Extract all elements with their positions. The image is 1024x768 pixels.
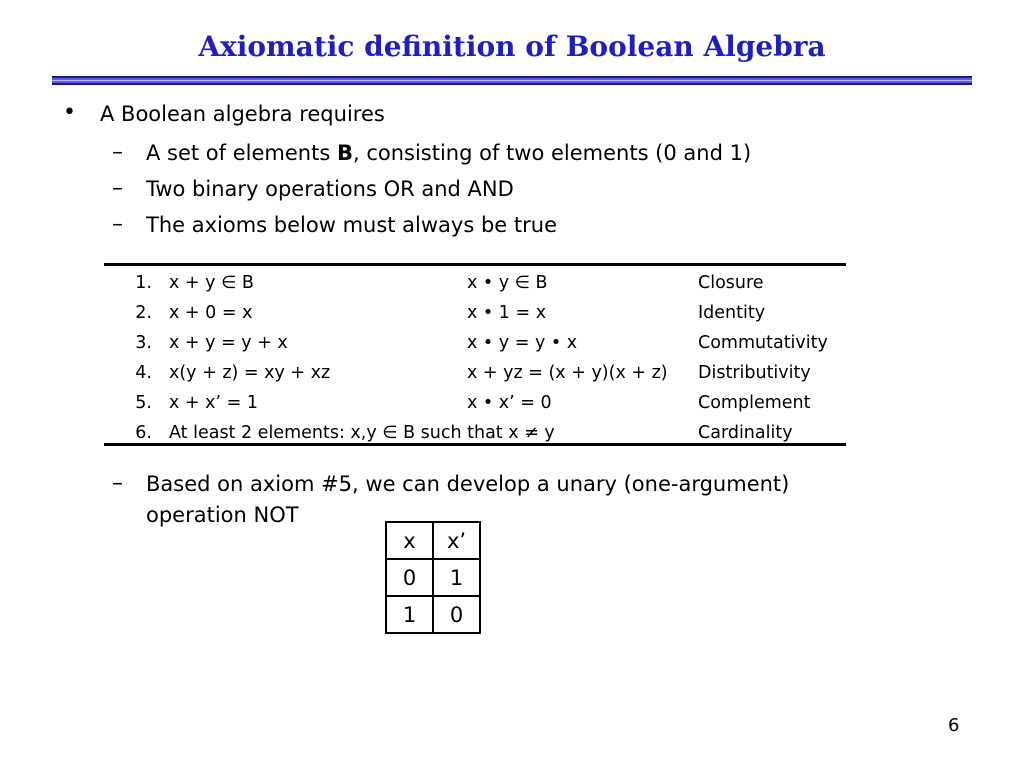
axiom-table-top-rule — [104, 263, 846, 266]
truth-table-row — [386, 559, 480, 596]
axiom-table-bottom-rule — [104, 443, 846, 446]
bullet-main: A Boolean algebra requires — [100, 102, 385, 126]
axiom-name: Closure — [698, 273, 764, 293]
axiom-row — [0, 363, 1024, 393]
page-number: 6 — [948, 715, 960, 736]
table-cell: 0 — [433, 596, 480, 633]
axiom-and-form: x + yz = (x + y)(x + z) — [467, 363, 668, 383]
dash-marker: – — [112, 471, 123, 496]
axiom-number: 2. — [135, 303, 152, 323]
axiom-and-form: x • 1 = x — [467, 303, 547, 323]
axiom-or-form: At least 2 elements: x,y ∈ B such that x ≠ y — [169, 423, 555, 443]
axiom-number: 1. — [135, 273, 152, 293]
table-cell: 0 — [386, 559, 433, 596]
title-divider — [52, 76, 972, 85]
axiom-number: 5. — [135, 393, 152, 413]
bullet-dot: • — [63, 100, 76, 125]
bullet-axioms-true: The axioms below must always be true — [146, 213, 557, 237]
bullet-unary-not-line2: operation NOT — [146, 503, 299, 527]
table-cell: 1 — [386, 596, 433, 633]
axiom-number: 3. — [135, 333, 152, 353]
dash-marker: – — [112, 176, 123, 201]
bullet-unary-not-line1: Based on axiom #5, we can develop a unary (one-argument) — [146, 472, 790, 496]
slide-title: Axiomatic definition of Boolean Algebra — [198, 30, 826, 63]
axiom-row — [0, 333, 1024, 363]
axiom-name: Cardinality — [698, 423, 793, 443]
axiom-number: 6. — [135, 423, 152, 443]
axiom-or-form: x + 0 = x — [169, 303, 253, 323]
axiom-row — [0, 273, 1024, 303]
bullet-set-of-elements: A set of elements B, consisting of two elements (0 and 1) — [146, 141, 752, 165]
axiom-name: Identity — [698, 303, 766, 323]
bullet-binary-operations: Two binary operations OR and AND — [146, 177, 514, 201]
axiom-or-form: x + x’ = 1 — [169, 393, 258, 413]
axiom-name: Commutativity — [698, 333, 828, 353]
header-cell: x — [386, 522, 433, 559]
not-truth-table — [385, 521, 481, 634]
axiom-name: Complement — [698, 393, 811, 413]
axiom-row — [0, 303, 1024, 333]
axiom-or-form: x + y = y + x — [169, 333, 288, 353]
axiom-and-form: x • x’ = 0 — [467, 393, 552, 413]
dash-marker: – — [112, 212, 123, 237]
axiom-or-form: x + y ∈ B — [169, 273, 254, 293]
truth-table-row — [386, 596, 480, 633]
axiom-and-form: x • y ∈ B — [467, 273, 548, 293]
dash-marker: – — [112, 140, 123, 165]
truth-table-header — [386, 522, 480, 559]
header-cell: x’ — [433, 522, 480, 559]
axiom-row — [0, 393, 1024, 423]
axiom-name: Distributivity — [698, 363, 811, 383]
axiom-or-form: x(y + z) = xy + xz — [169, 363, 331, 383]
axiom-and-form: x • y = y • x — [467, 333, 578, 353]
table-cell: 1 — [433, 559, 480, 596]
axiom-row — [0, 423, 1024, 453]
axiom-number: 4. — [135, 363, 152, 383]
